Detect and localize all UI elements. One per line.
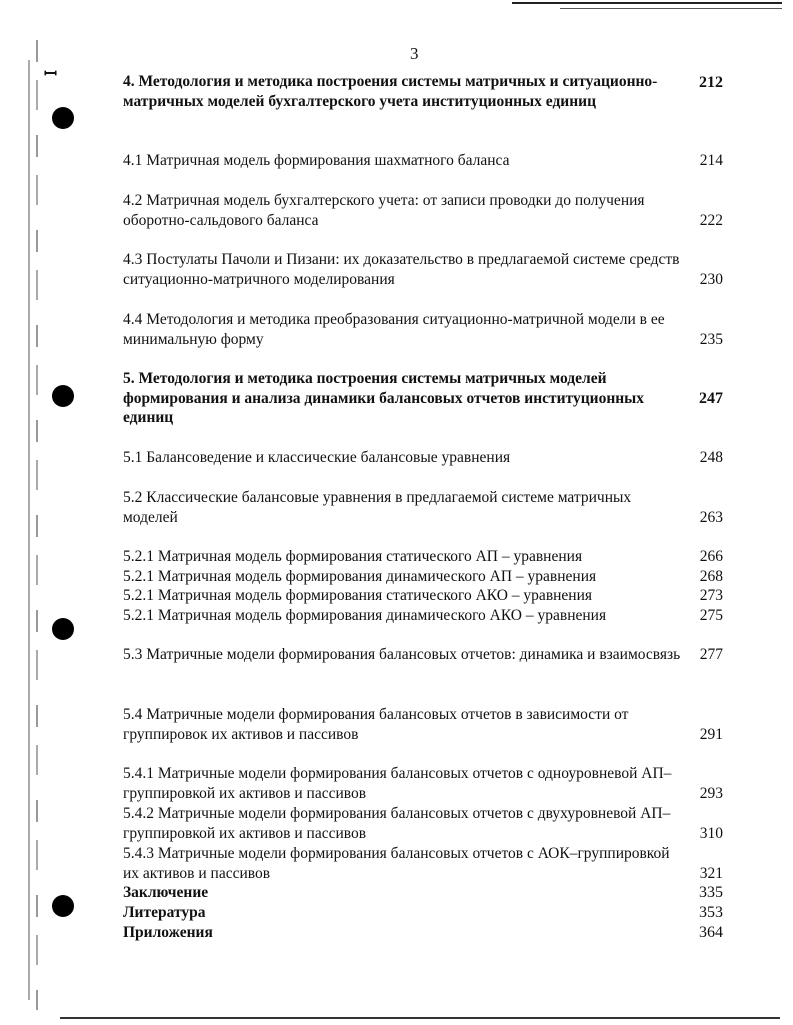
punch-hole-icon [52, 618, 74, 640]
scan-mark-icon: ꟷ [44, 66, 58, 83]
toc-entry [123, 764, 723, 803]
toc-entry-page: 291 [699, 725, 723, 743]
toc-entry-title: 5.2.1 Матричная модель формирования статического АП – уравнения [123, 548, 583, 565]
toc-entry [123, 586, 723, 606]
toc-entry-page: 222 [699, 211, 723, 229]
scan-binding-marks [36, 40, 38, 1010]
toc-entry [123, 488, 723, 527]
toc-entry-chapter-4 [123, 72, 723, 111]
toc-entry [123, 250, 723, 289]
toc-entry [123, 705, 723, 744]
scan-bottom-rule [60, 1017, 780, 1019]
punch-hole-icon [52, 107, 74, 129]
toc-entry-title: 5.1 Балансоведение и классические балансовые уравнения [123, 449, 511, 466]
toc-entry-page: 247 [699, 390, 723, 407]
toc-entry-literature [123, 903, 723, 923]
toc-entry [123, 448, 723, 468]
toc-entry-title: 5.2 Классические балансовые уравнения в предлагаемой системе матричных моделей [123, 489, 632, 526]
toc-entry-title: 5. Методология и методика построения системы матричных моделей формирования и анализа динамики балансовых отчетов институционных единиц [123, 370, 645, 426]
toc-entry-conclusion [123, 883, 723, 903]
toc-entry-title: 5.4 Матричные модели формирования балансовых отчетов в зависимости от группировок их активов и пассивов [123, 706, 629, 743]
toc-entry-appendices [123, 923, 723, 943]
toc-entry-page: 353 [699, 904, 723, 921]
toc-entry-title: 5.2.1 Матричная модель формирования динамического АП – уравнения [123, 568, 597, 585]
toc-entry-page: 268 [699, 568, 723, 585]
toc-entry-title: Литература [123, 904, 206, 921]
scan-top-rule [512, 2, 782, 4]
toc-entry-title: 4.2 Матричная модель бухгалтерского учета: от записи проводки до получения оборотно-сальдового баланса [123, 192, 645, 229]
toc-entry-title: 4. Методология и методика построения системы матричных и ситуационно-матричных моделей бухгалтерского учета институционных единиц [123, 73, 658, 110]
toc-entry-page: 310 [699, 824, 723, 842]
toc-entry-title: 5.4.1 Матричные модели формирования балансовых отчетов с одноуровневой АП–группировкой их активов и пассивов [123, 765, 672, 802]
toc-entry [123, 310, 723, 349]
toc-entry-page: 266 [699, 548, 723, 565]
toc-entry-title: 4.4 Методология и методика преобразования ситуационно-матричной модели в ее минимальную форму [123, 311, 665, 348]
toc-entry-title: 5.3 Матричные модели формирования балансовых отчетов: динамика и взаимосвязь [123, 646, 681, 663]
toc-entry-title: 5.4.2 Матричные модели формирования балансовых отчетов с двухуровневой АП–группировкой их активов и пассивов [123, 805, 671, 842]
toc-entry-page: 230 [699, 270, 723, 288]
toc-entry-page: 214 [699, 152, 723, 169]
toc-entry-page: 212 [699, 73, 723, 91]
toc-entry-page: 263 [699, 508, 723, 526]
scan-top-rule-thin [560, 8, 782, 9]
toc-entry-title: 4.1 Матричная модель формирования шахматного баланса [123, 152, 510, 169]
toc-entry [123, 606, 723, 626]
toc-entry-page: 248 [699, 449, 723, 466]
punch-hole-icon [52, 895, 74, 917]
toc-entry [123, 844, 723, 883]
toc-entry [123, 645, 723, 665]
toc-entry [123, 151, 723, 171]
toc-entry-page: 364 [699, 924, 723, 941]
toc-entry [123, 547, 723, 567]
punch-hole-icon [52, 385, 74, 407]
toc-entry-title: Заключение [123, 884, 209, 901]
toc-entry-page: 277 [699, 646, 723, 663]
toc-entry-title: 4.3 Постулаты Пачоли и Пизани: их доказательство в предлагаемой системе средств ситуационно-матричного моделирования [123, 251, 680, 288]
toc-entry-title: 5.2.1 Матричная модель формирования динамического АКО – уравнения [123, 607, 607, 624]
toc-entry-page: 335 [699, 884, 723, 901]
toc-entry-title: Приложения [123, 924, 213, 941]
toc-entry [123, 567, 723, 587]
toc-entry [123, 804, 723, 843]
toc-entry-page: 273 [699, 587, 723, 604]
page-number: 3 [410, 44, 419, 63]
toc-entry-page: 321 [699, 864, 723, 882]
toc-entry-title: 5.4.3 Матричные модели формирования балансовых отчетов с АОК–группировкой их активов и пассивов [123, 845, 670, 882]
toc-entry-page: 235 [699, 330, 723, 348]
toc-entry-page: 275 [699, 607, 723, 624]
toc-entry-chapter-5 [123, 369, 723, 428]
toc-entry-page: 293 [699, 784, 723, 802]
toc-entry-title: 5.2.1 Матричная модель формирования статического АКО – уравнения [123, 587, 593, 604]
toc-entry [123, 191, 723, 230]
